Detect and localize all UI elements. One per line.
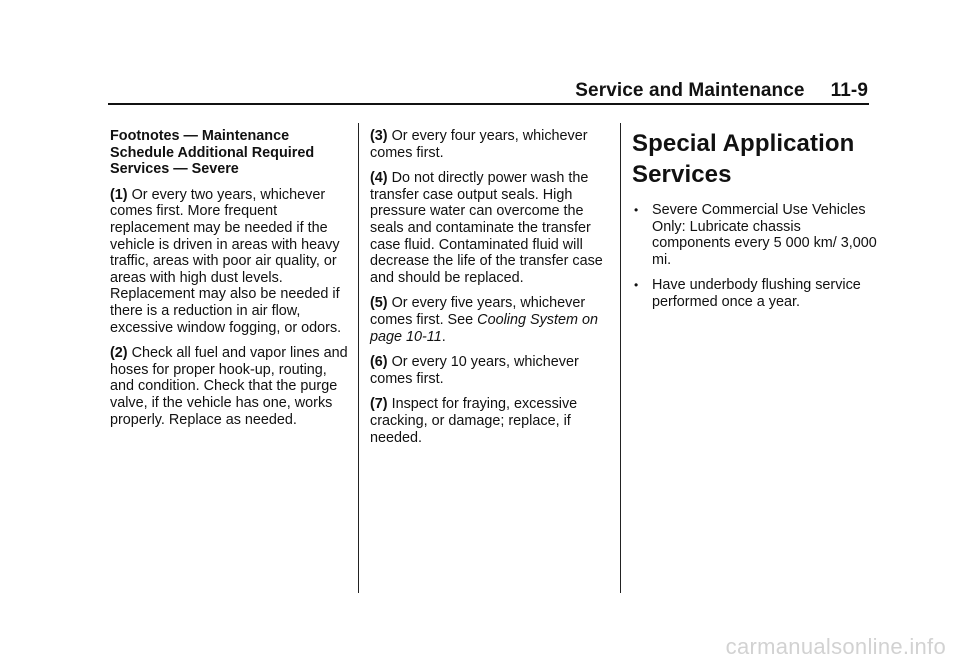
footnote-2 [110,345,350,428]
footnote-number: (5) [370,295,388,312]
page-number: 11-9 [830,80,868,101]
list-item-text: Severe Commercial Use Vehicles Only: Lubricate chassis components every 5 000 km/ 3,000 mi. [652,202,877,268]
footnote-number: (4) [370,170,388,187]
watermark: carmanualsonline.info [725,634,946,659]
bullet-icon: • [634,278,639,293]
list-item [632,277,877,310]
column-divider-1 [358,123,359,593]
page-header [575,80,868,102]
column-right [632,128,877,320]
footnote-number: (7) [370,396,388,413]
list-item [632,202,877,268]
header-rule [108,103,869,105]
column-middle [370,128,608,455]
column-divider-2 [620,123,621,593]
footnote-7 [370,396,608,446]
footnote-number: (2) [110,345,128,362]
footnote-text: Inspect for fraying, excessive cracking, or damage; replace, if needed. [370,396,578,446]
footnote-1 [110,187,350,336]
footnote-5 [370,295,608,345]
footnote-4 [370,170,608,286]
column-left [110,128,350,437]
footnote-number: (1) [110,186,128,203]
footnote-end: . [441,328,446,345]
bullet-icon: • [634,203,639,217]
footnote-text: Check all fuel and vapor lines and hoses for proper hook-up, routing, and condition. Check that the purge valve, if the vehicle has one, works properly. Replace as needed. [110,345,348,428]
footnote-6 [370,354,608,387]
footnote-3 [370,128,608,161]
services-list [632,202,877,311]
section-title: Service and Maintenance [575,80,805,101]
footnote-text: Or every four years, whichever comes first. [370,128,588,161]
footnote-number: (3) [370,128,388,144]
footnotes-heading: Footnotes — Maintenance Schedule Additional Required Services — Severe [110,128,315,178]
footnote-text: Do not directly power wash the transfer case output seals. High pressure water can overcome the seals and contaminate the transfer case fluid. Contaminated fluid will decrease the life of the transfer case and should be replaced. [370,170,603,286]
list-item-text: Have underbody flushing service performed once a year. [652,277,861,310]
footnote-text: Or every five years, whichever comes first. See [370,295,586,328]
footnote-text: Or every two years, whichever comes first. More frequent replacement may be needed if the vehicle is driven in areas with heavy traffic, areas with poor air quality, or areas with high dust levels. Replacement may also be needed if there is a reduction in air flow, excessive window fogging, or odors. [110,186,342,336]
section-heading: Special Application Services [632,130,855,188]
footnote-number: (6) [370,354,388,371]
cross-reference-link[interactable]: Cooling System on page 10-11 [370,311,598,345]
footnote-text: Or every 10 years, whichever comes first. [370,354,579,387]
